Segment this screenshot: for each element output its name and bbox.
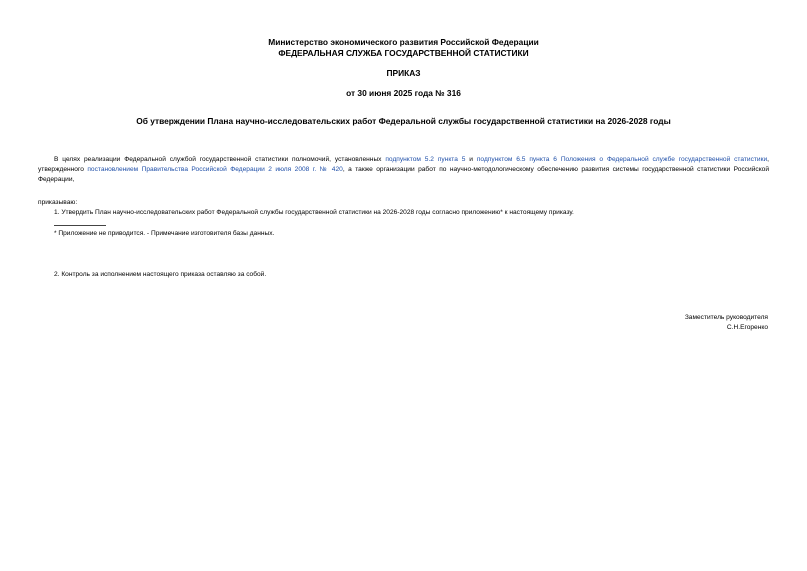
signatory-position: Заместитель руководителя (684, 314, 768, 321)
prikazyvayu-label: приказываю: (38, 199, 78, 206)
order-item-2: 2. Контроль за исполнением настоящего приказа оставляю за собой. (54, 271, 267, 278)
preamble-text-4: , утвержденного (38, 156, 770, 174)
service-heading: ФЕДЕРАЛЬНАЯ СЛУЖБА ГОСУДАРСТВЕННОЙ СТАТИСТИКИ (278, 48, 529, 58)
link-subpoint-5-2[interactable]: подпунктом 5.2 пункта 5 (385, 156, 466, 163)
footnote: * Приложение не приводится. - Примечание изготовителя базы данных. (54, 230, 275, 237)
preamble-text-2: и (465, 156, 477, 163)
link-regulation[interactable]: Положения о Федеральной службе государственной статистики (560, 156, 768, 163)
preamble-paragraph (38, 155, 769, 186)
document-title: Об утверждении Плана научно-исследовательских работ Федеральной службы государственной статистики на 2026-2028 годы (136, 116, 671, 126)
link-subpoint-6-5[interactable]: подпунктом 6.5 пункта 6 (476, 156, 557, 163)
signatory-name: С.Н.Егоренко (726, 324, 768, 331)
link-government-decree[interactable]: постановлением Правительства Российской Федерации 2 июля 2008 г. № 420 (87, 166, 343, 174)
doc-type-heading: ПРИКАЗ (386, 68, 421, 78)
ministry-heading: Министерство экономического развития Российской Федерации (268, 37, 539, 47)
footnote-divider (54, 225, 106, 226)
date-number: от 30 июня 2025 года № 316 (346, 88, 461, 98)
preamble-text-1: В целях реализации Федеральной службой государственной статистики полномочий, установленных (54, 156, 386, 163)
order-item-1: 1. Утвердить План научно-исследовательских работ Федеральной службы государственной статистики на 2026-2028 годы согласно приложению* к настоящему приказу. (54, 209, 574, 216)
preamble-text-5: , а также организации работ по научно-методологическому обеспечению развития системы государственной статистики Российской Федерации, (38, 166, 770, 184)
